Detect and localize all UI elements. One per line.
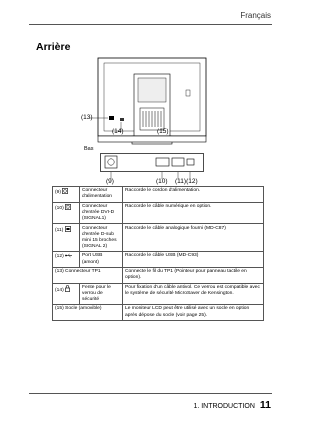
power-icon (62, 188, 68, 197)
row-desc: Raccorde le câble numérique en option. (123, 202, 264, 224)
svg-text:D: D (66, 205, 70, 210)
row-name: Connecteur d'entrée D-sub mini 15 broches (SIGNAL 2) (80, 224, 123, 252)
row-num: (11) (53, 224, 80, 252)
callout-14: (14) (112, 128, 124, 135)
table-row (53, 283, 264, 305)
tp1-connector (109, 116, 114, 120)
table-row (53, 267, 264, 283)
page-footer (193, 399, 271, 411)
connector-table (52, 186, 264, 321)
footer-rule (29, 393, 272, 394)
row-desc: Raccorde le câble analogique fourni (MD-C87) (123, 224, 264, 252)
callout-9: (9) (106, 178, 114, 185)
table-row (53, 202, 264, 224)
row-desc: Connecte le fil du TP1 (Pointeur pour panneau tactile en option). (123, 267, 264, 283)
table-row (53, 305, 264, 321)
bottom-view-label: Bas (84, 146, 94, 152)
row-name: (13) Connecteur TP1 (53, 267, 123, 283)
table-row (53, 187, 264, 203)
row-desc: Le moniteur LCD peut être utilisé avec un socle en option après dépose du socle (voir page 25). (123, 305, 264, 321)
row-num: (10) D (53, 202, 80, 224)
stand-hinge (138, 78, 166, 102)
header-rule (29, 24, 272, 25)
chapter-label: 1. INTRODUCTION (193, 403, 255, 410)
power-connector (105, 156, 117, 168)
row-num: (9) (53, 187, 80, 203)
dsub-icon (65, 226, 71, 235)
table-row (53, 252, 264, 268)
row-name: Connecteur d'entrée DVI-D (SIGNAL1) (80, 202, 123, 224)
row-desc: Pour fixation d'un câble antivol. Ce verrou est compatible avec le système de sécurité MicroSaver de Kensington. (123, 283, 264, 305)
dvi-icon (65, 204, 71, 213)
row-name: Connecteur d'alimentation (80, 187, 123, 203)
usb-port (187, 159, 194, 165)
security-slot (120, 118, 124, 121)
callout-10: (10) (156, 178, 168, 185)
dsub-connector (172, 158, 184, 166)
callout-13: (13) (81, 114, 93, 121)
row-desc: Raccorde le cordon d'alimentation. (123, 187, 264, 203)
table-row (53, 224, 264, 252)
bottom-ports-illustration (100, 153, 204, 172)
vent-mark (186, 90, 190, 96)
usb-icon (65, 253, 73, 261)
row-name: Port USB (amont) (80, 252, 123, 268)
lock-icon (65, 285, 70, 295)
row-desc: Raccorde le câble USB (MD-C93) (123, 252, 264, 268)
callout-11-12: (11)(12) (175, 178, 198, 185)
row-num: (12) (53, 252, 80, 268)
row-name: (15) Socle (amovible) (53, 305, 123, 321)
dvi-connector (156, 158, 169, 166)
monitor-bottom-edge (98, 136, 206, 142)
page-number: 11 (259, 399, 271, 411)
callout-15: (15) (157, 128, 169, 135)
row-num: (14) (53, 283, 80, 305)
header-language: Français (240, 11, 271, 20)
section-title: Arrière (36, 41, 71, 53)
row-name: Fente pour le verrou de sécurité (80, 283, 123, 305)
